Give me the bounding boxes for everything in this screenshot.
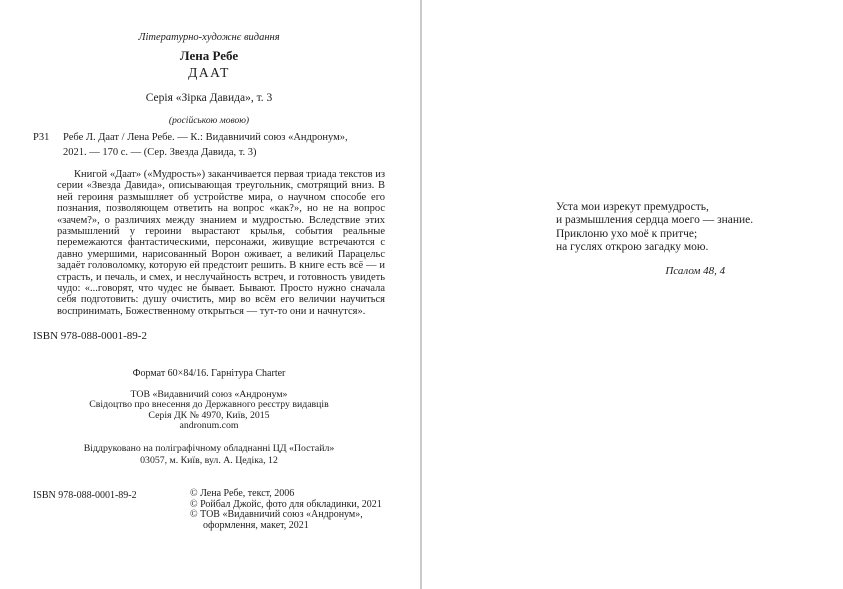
print-block <box>33 443 385 466</box>
copyright-block <box>190 489 382 532</box>
format-line: Формат 60×84/16. Гарнітура Charter <box>132 368 286 379</box>
book-title: ДААТ <box>188 65 230 80</box>
copyright-photo: © Ройбал Джойс, фото для обкладинки, 2021 <box>190 498 382 510</box>
publisher-name: ТОВ «Видавничий союз «Андронум» <box>130 389 288 400</box>
printer-line: Віддруковано на поліграфічному обладнанні ЦД «Постайл» <box>83 443 335 454</box>
printer-address: 03057, м. Київ, вул. А. Цедіка, 12 <box>140 454 278 466</box>
copyright-text: © Лена Ребе, текст, 2006 <box>190 488 295 499</box>
isbn-bottom: ISBN 978-088-0001-89-2 <box>33 490 137 501</box>
bibliographic-entry <box>33 131 360 161</box>
epigraph-line: и размышления сердца моего — знание. <box>556 214 754 227</box>
isbn-line: ISBN 978-088-0001-89-2 <box>33 330 147 342</box>
epigraph-line: Приклоню ухо моё к притче; <box>556 227 698 240</box>
language-note: (російською мовою) <box>168 116 250 126</box>
publisher-certificate: Свідоцтво про внесення до Державного реєстру видавців <box>89 399 329 411</box>
publisher-block <box>33 390 385 432</box>
series-line: Серія «Зірка Давида», т. 3 <box>145 92 273 104</box>
epigraph-attribution: Псалом 48, 4 <box>665 264 726 277</box>
left-page <box>0 0 420 589</box>
author-name: Лена Ребе <box>179 48 239 63</box>
epigraph-line: Уста мои изрекут премудрость, <box>556 201 709 213</box>
epigraph <box>556 201 753 278</box>
publisher-website: andronum.com <box>179 420 239 432</box>
catalog-code: Р31 <box>33 132 50 143</box>
edition-note: Літературно-художнє видання <box>138 32 280 43</box>
annotation-paragraph: Книгой «Даат» («Мудрость») заканчивается первая триада текстов из серии «Звезда Давида», описывающая треугольник, смотрящий вниз. В ней героиня размышляет об устройстве мира, о научном способе его познания, позволяющем ответить на вопрос «как?», но не на вопрос «зачем?», о различиях между знанием и мудростью. Вследствие этих размышлений у героини вырастают крылья, события реальные перемежаются фантастическими, персонажи, живущие встречаются с давно умершими, нарисованный Ворон оживает, а великий Парацельс задаёт головоломку, которую ей предстоит решить. В книге есть всё — и страсть, и печаль, и смех, и неслучайность встреч, и готовность увидеть чудо: «...говорят, что чудес не бывает. Бывают. Просто нужно сначала себя подготовить: душу очистить, мир во всём его величии научиться воспринимать, Божественному открыться — тут-то они и начнутся». <box>57 169 385 317</box>
imprint-header <box>33 32 385 127</box>
copyright-publisher: © ТОВ «Видавничий союз «Андронум», оформлення, макет, 2021 <box>190 509 363 532</box>
right-page <box>422 0 843 589</box>
epigraph-line: на гуслях открою загадку мою. <box>556 241 709 254</box>
publisher-registry: Серія ДК № 4970, Київ, 2015 <box>148 409 270 421</box>
bibliographic-text: Ребе Л. Даат / Лена Ребе. — К.: Видавничий союз «Андронум», 2021. — 170 с. — (Сер. Звезда Давида, т. 3) <box>63 132 348 158</box>
